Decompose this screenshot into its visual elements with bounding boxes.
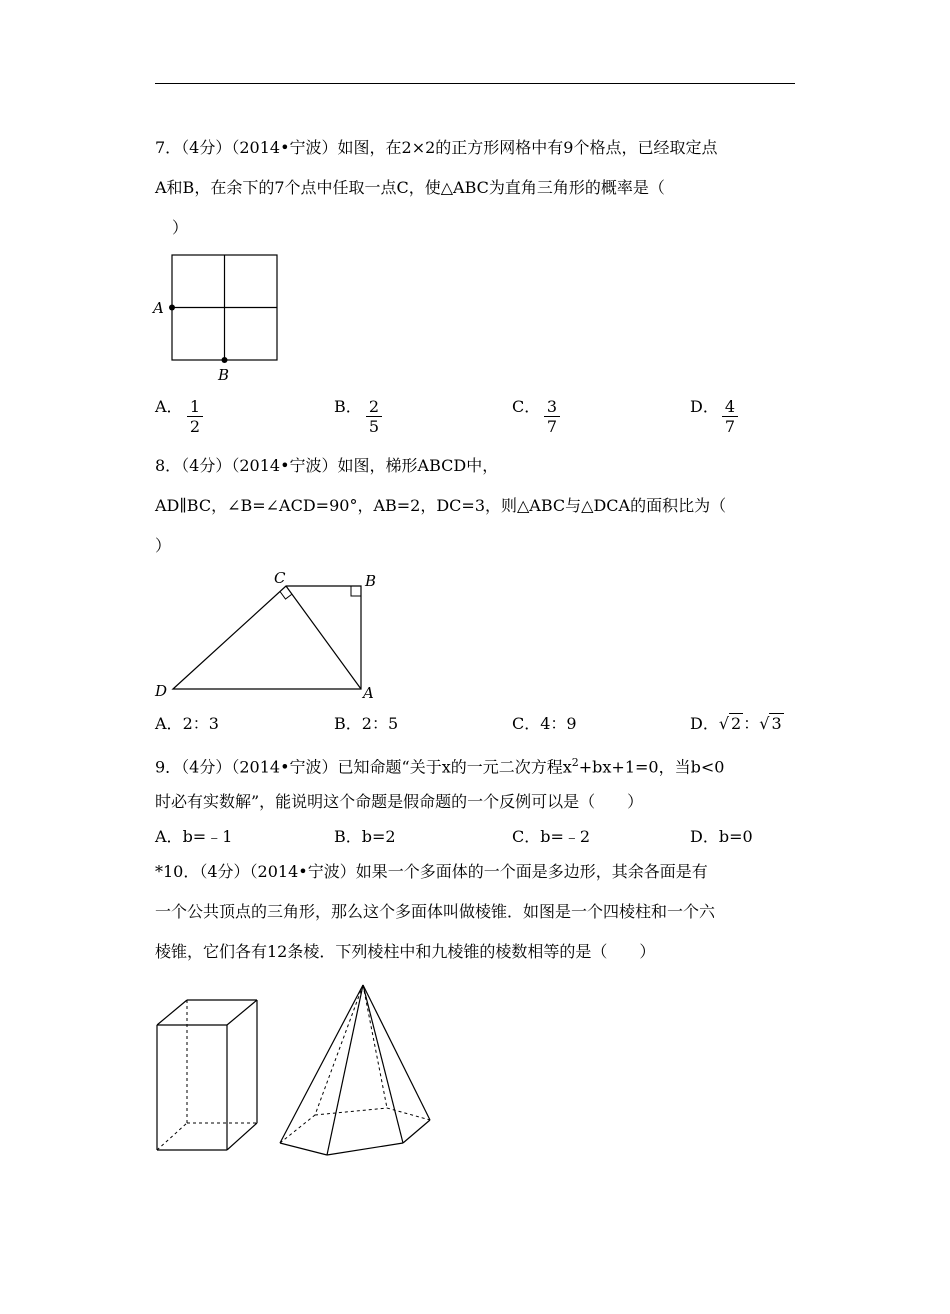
q9-option-b-letter: B． — [334, 827, 362, 846]
q8-text-line1: 8．（4分）（2014•宁波）如图，梯形ABCD中， — [155, 456, 499, 475]
q8-trapezoid-figure — [150, 568, 390, 703]
q7-option-c-fraction — [544, 398, 560, 437]
q8-option-c-text: 4：9 — [540, 714, 577, 733]
q10-pyramid-figure — [275, 980, 440, 1160]
q8-label-b: B — [365, 572, 377, 590]
q9-option-d-letter: D． — [690, 827, 719, 846]
q7-option-b-den: 5 — [368, 417, 380, 436]
q8-label-a: A — [363, 684, 374, 702]
q9-option-a[interactable] — [155, 827, 232, 847]
q7-option-b-num: 2 — [366, 398, 382, 417]
q7-text-line3: ） — [172, 218, 189, 237]
q8-text-line3: ） — [155, 536, 172, 555]
q9-option-c[interactable] — [512, 827, 590, 847]
q7-label-b: B — [218, 366, 230, 384]
q7-grid-figure — [150, 250, 290, 390]
q8-option-d-sep: ： — [743, 714, 760, 733]
q9-exponent: 2 — [571, 756, 579, 769]
q7-option-b-letter[interactable]: B． — [334, 397, 362, 416]
q7-text-line1: 7．（4分）（2014•宁波）如图，在2×2的正方形网格中有9个格点，已经取定点 — [155, 138, 718, 157]
header-rule — [155, 83, 795, 84]
q8-option-d-radicand1: 2 — [731, 714, 742, 733]
q10-text-line2: 一个公共顶点的三角形，那么这个多面体叫做棱锥．如图是一个四棱柱和一个六 — [155, 902, 716, 921]
q7-option-d-den: 7 — [724, 417, 736, 436]
q7-label-a: A — [153, 299, 164, 317]
q7-option-c-den: 7 — [546, 417, 558, 436]
q9-text-line1 — [155, 753, 724, 777]
q9-option-a-text: b=﹣1 — [182, 827, 233, 846]
q9-text-line2: 时必有实数解”，能说明这个命题是假命题的一个反例可以是（ ） — [155, 792, 644, 811]
q8-option-a-text: 2：3 — [182, 714, 219, 733]
q8-option-b[interactable] — [334, 714, 398, 734]
q7-option-b-fraction — [366, 398, 382, 437]
q8-option-c[interactable] — [512, 714, 577, 734]
q8-option-d-radicand2: 3 — [771, 714, 782, 733]
q7-option-d-num: 4 — [722, 398, 738, 417]
q8-option-b-text: 2：5 — [361, 714, 399, 733]
q8-option-c-letter: C． — [512, 714, 541, 733]
q9-option-d-text: b=0 — [718, 827, 753, 846]
q9-text-line1-a: 9．（4分）（2014•宁波）已知命题“关于x的一元二次方程x — [155, 757, 572, 777]
q7-option-c-letter[interactable]: C． — [512, 397, 541, 416]
q8-option-d-letter: D． — [690, 714, 719, 733]
q9-option-c-letter: C． — [512, 827, 541, 846]
q9-text-line1-b: +bx+1=0，当b<0 — [578, 757, 725, 777]
q8-option-a[interactable] — [155, 714, 219, 734]
q9-option-c-text: b=﹣2 — [540, 827, 591, 846]
q8-label-c: C — [274, 569, 286, 587]
q7-text-line2: A和B，在余下的7个点中任取一点C，使△ABC为直角三角形的概率是（ — [155, 178, 665, 197]
q7-option-d-fraction — [722, 398, 738, 437]
q9-option-b-text: b=2 — [361, 827, 396, 846]
q7-option-a-num: 1 — [187, 398, 203, 417]
q9-option-d[interactable] — [690, 827, 753, 847]
q7-option-a-den: 2 — [189, 417, 201, 436]
q9-option-b[interactable] — [334, 827, 396, 847]
q8-option-a-letter: A． — [155, 714, 183, 733]
q8-text-line2: AD∥BC，∠B=∠ACD=90°，AB=2，DC=3，则△ABC与△DCA的面积比为（ — [155, 496, 727, 515]
q10-prism-figure — [150, 995, 265, 1155]
q8-option-b-letter: B． — [334, 714, 362, 733]
q8-option-d[interactable] — [690, 714, 784, 734]
q8-label-d: D — [155, 682, 168, 700]
q7-option-d-letter[interactable]: D． — [690, 397, 719, 416]
q9-option-a-letter: A． — [155, 827, 183, 846]
q10-text-line3: 棱锥，它们各有12条棱．下列棱柱中和九棱锥的棱数相等的是（ ） — [155, 942, 656, 961]
q7-option-c-num: 3 — [544, 398, 560, 417]
q10-text-line1: *10．（4分）（2014•宁波）如果一个多面体的一个面是多边形，其余各面是有 — [155, 862, 708, 881]
q8-option-d-sqrt2: √ 3 — [759, 714, 782, 733]
q7-option-a-fraction — [187, 398, 203, 437]
q8-option-d-sqrt1: √ 2 — [718, 714, 742, 733]
q7-option-a-letter[interactable]: A． — [155, 397, 183, 416]
